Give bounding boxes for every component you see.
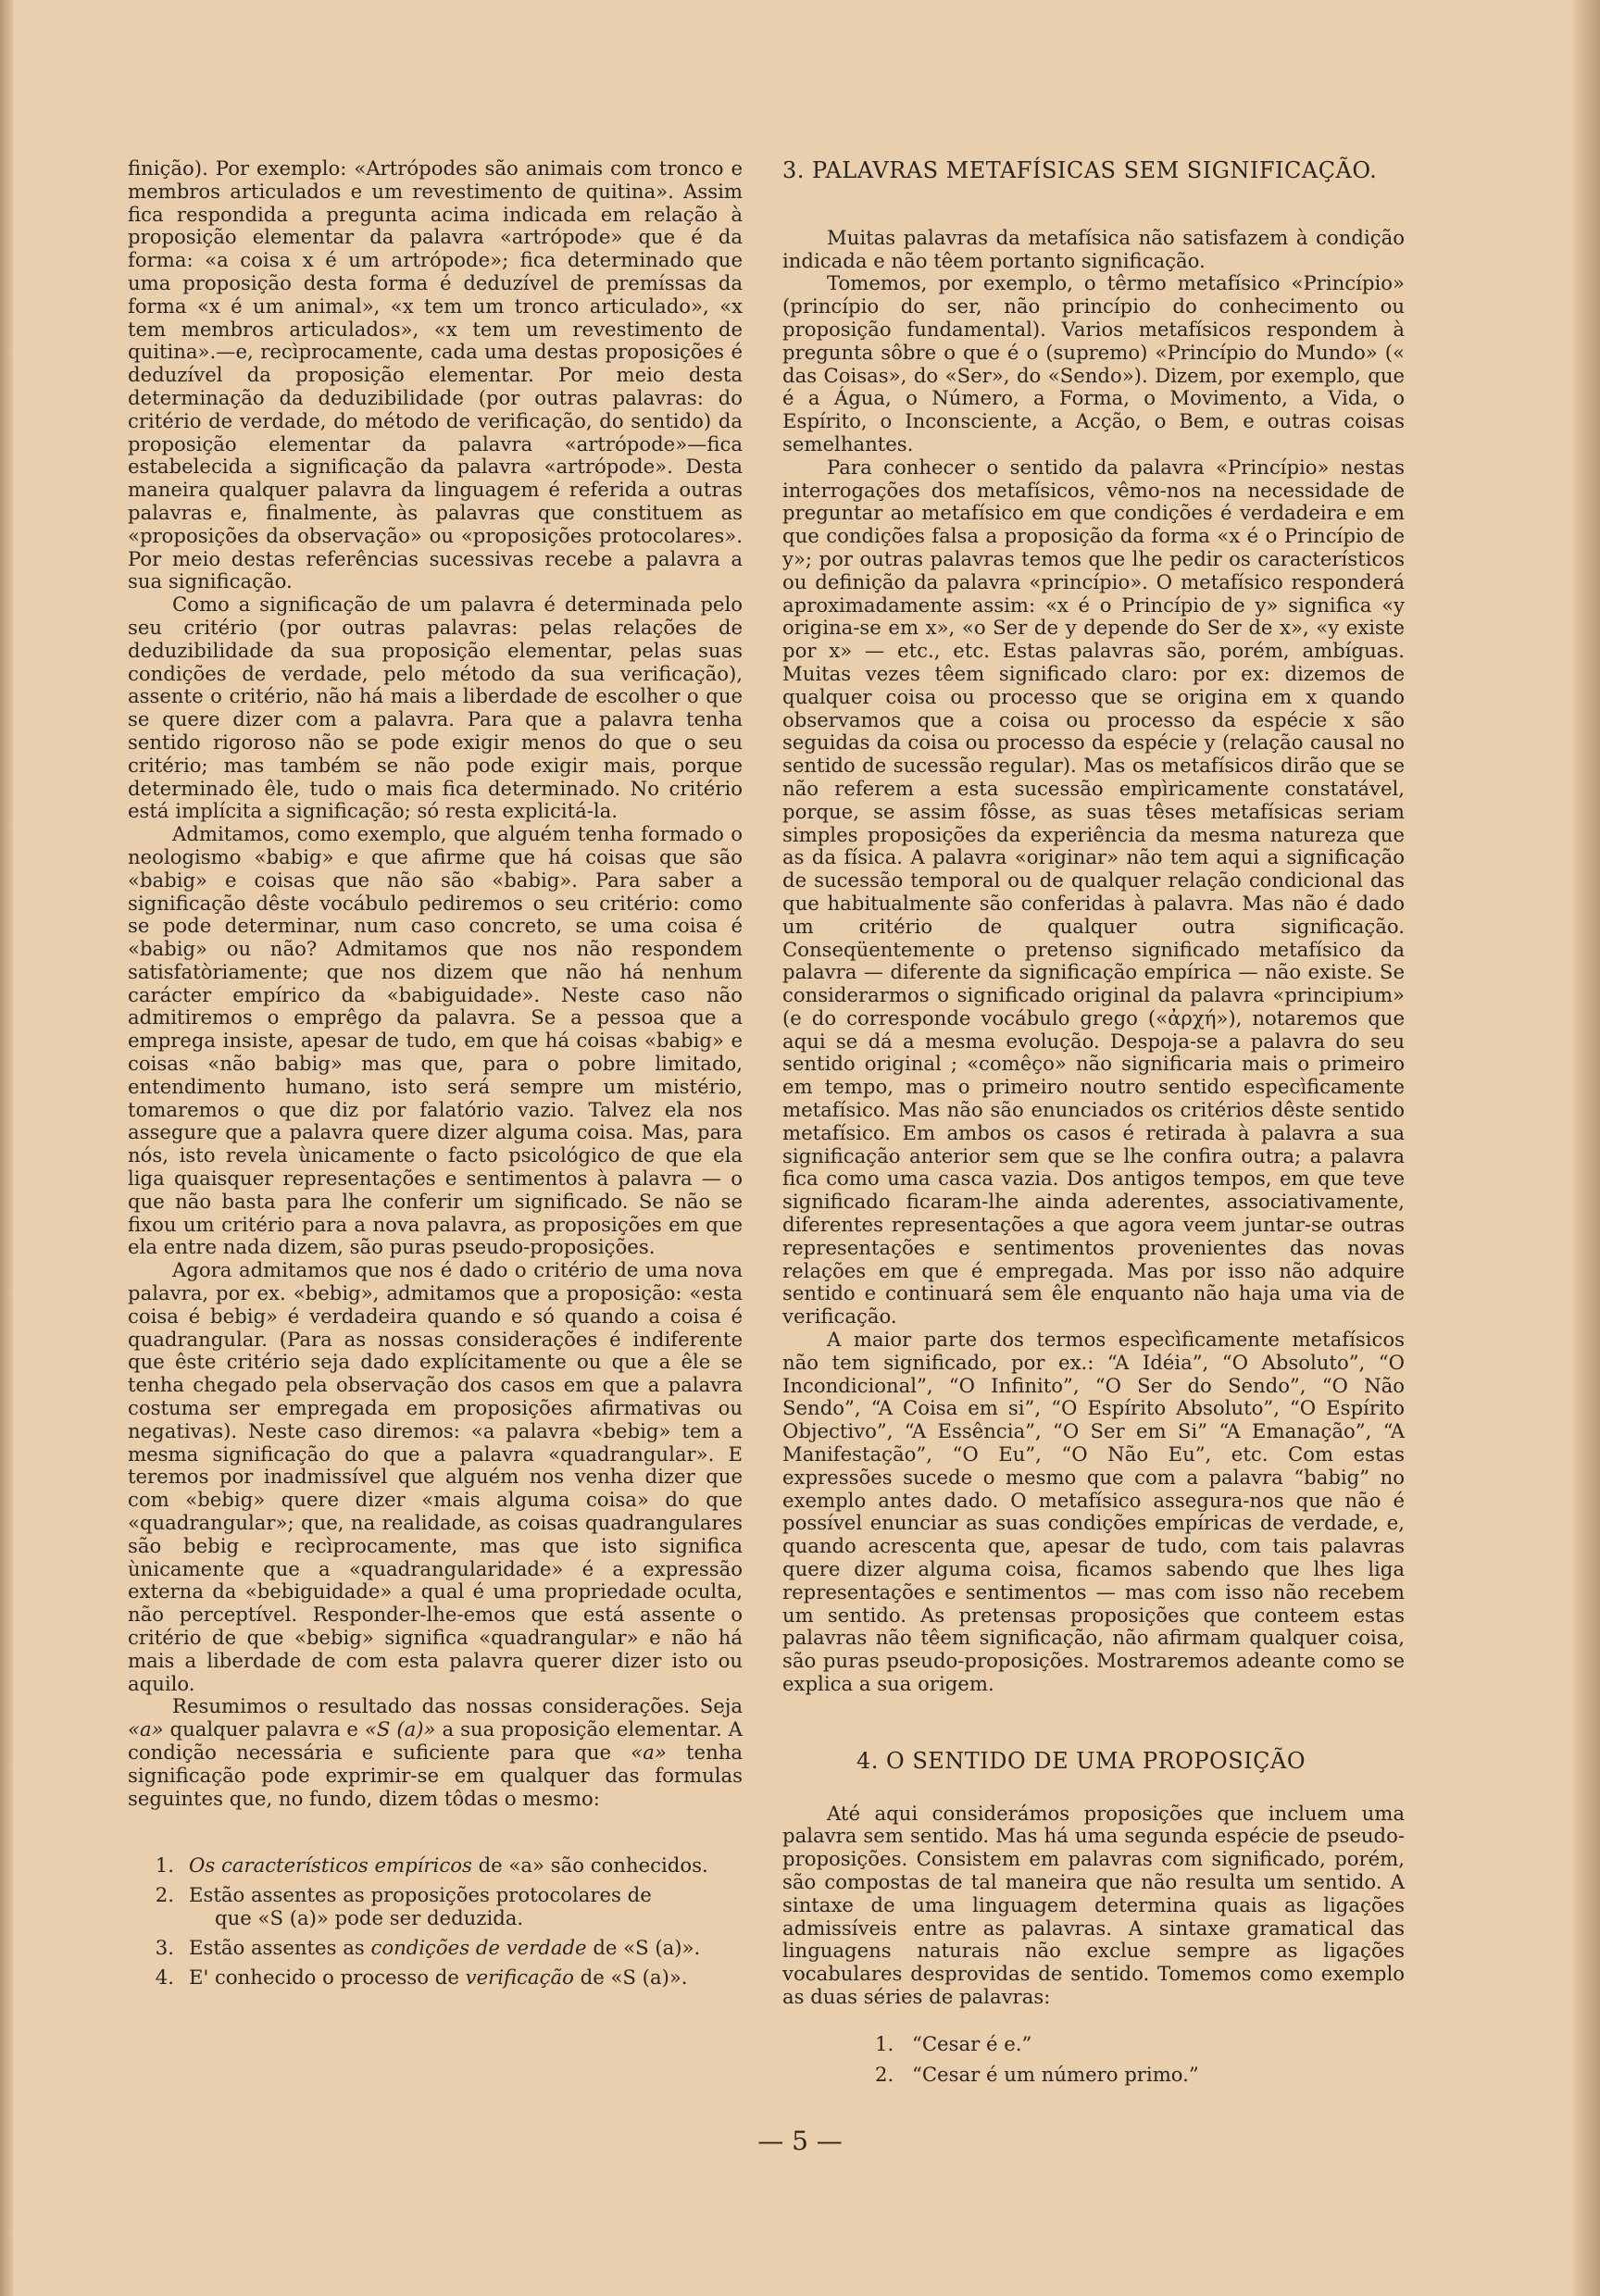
paragraph-metafisica: Muitas palavras da metafísica não satisfazem à condição indicada e não têem portanto significação. <box>782 225 1405 272</box>
paragraph-sentido-proposicao: Até aqui considerámos proposições que incluem uma palavra sem sentido. Mas há uma segunda espécie de pseudo-proposições. Consistem em palavras com significado, porém, são compostas de tal maneira que não resulta um sentido. A sintaxe de uma linguagem determina quais as ligações admissíveis entre as palavras. A sintaxe gramatical das linguagens naturais não exclue sempre as ligações vocabulares desprovidas de sentido. Tomemos como exemplo as duas séries de palavras: <box>782 1801 1405 2008</box>
section-heading-4: 4. O SENTIDO DE UMA PROPOSIÇÃO <box>856 1747 1306 1774</box>
page-edge-left <box>0 0 13 2296</box>
example-item: 1. “Cesar é e.” <box>875 2031 1032 2055</box>
paragraph-criterio: Como a significação de um palavra é determinada pelo seu critério (por outras palavras: pelas relações de deduzibilidade da sua proposição elementar, pelas suas condições de verdade, pelo método da sua verificação), assente o critério, não há mais a liberdade de escolher o que se quere dizer com a palavra. Para que a palavra tenha sentido rigoroso não se pode exigir menos do que o seu critério; mas também se não pode exigir mais, porque determinado êle, tudo o mais fica determinado. No critério está implícita a significação; só resta explicitá-la. <box>128 593 743 823</box>
example-list <box>875 2033 1405 2087</box>
page-number: — 5 — <box>757 2126 843 2156</box>
left-column <box>128 157 743 1995</box>
paragraph-conhecer-sentido: Para conhecer o sentido da palavra «Princípio» nestas interrogações dos metafísicos, vêmo-nos na necessidade de preguntar ao metafísico em que condições é verdadeira e em que condições falsa a proposição da forma «x é o Princípio de y»; por outras palavras temos que lhe pedir os característicos ou definição da palavra «princípio». O metafísico responderá aproximadamente assim: «x é o Princípio de y» significa «y origina-se em x», «o Ser de y depende do Ser de x», «y existe por x» — etc., etc. Estas palavras são, porém, ambíguas. Muitas vezes têem significado claro: por ex: dizemos de qualquer coisa ou processo que se origina em x quando observamos que a coisa ou processo da espécie x são seguidas da coisa ou processo da espécie y (relação causal no sentido de sucessão regular). Mas os metafísicos dirão que se não referem a esta sucessão empìricamente constatável, porque, se assim fôsse, as suas têses metafísicas seriam simples proposições da experiência da mesma natureza que as da física. A palavra «originar» não tem aqui a significação de sucessão temporal ou de qualquer relação condicional das que habitualmente são conferidas à palavra. Mas não é dado um critério de qualquer outra significação. Conseqüentemente o pretenso significado metafísico da palavra — diferente da significação empírica — não existe. Se considerarmos o significado original da palavra «principium» (e do corresponde vocábulo grego («ἀρχή»), notaremos que aqui se dá a mesma evolução. Despoja-se a palavra do seu sentido original ; «comêço» não significaria mais o primeiro em tempo, mas o primeiro noutro sentido especìficamente metafísico. Mas não são enunciados os critérios dêste sentido metafísico. Em ambos os casos é retirada à palavra a sua significação anterior sem que se lhe confira outra; a palavra fica como uma casca vazia. Dos antigos tempos, em que teve significado ficaram-lhe ainda aderentes, associativamente, diferentes representações a que agora veem juntar-se outras representações e sentimentos provenientes das novas relações em que é empregada. Mas por isso não adquire sentido e continuará sem êle enquanto não haja uma via de verificação. <box>782 455 1405 1329</box>
paragraph-summary: Resumimos o resultado das nossas considerações. Seja «a» qualquer palavra e «S (a)» a sua proposição elementar. A condição necessária e suficiente para que «a» tenha significação pode exprimir-se em qualquer das formulas seguintes que, no fundo, dizem tôdas o mesmo: <box>128 1694 743 1810</box>
paragraph-bebig: Agora admitamos que nos é dado o critério de uma nova palavra, por ex. «bebig», admitamos que a proposição: «esta coisa é bebig» é verdadeira quando e só quando a coisa é quadrangular. (Para as nossas considerações é indiferente que êste critério seja dado explícitamente ou que a êle se tenha chegado pela observação dos casos em que a palavra costuma ser empregada em proposições afirmativas ou negativas). Neste caso diremos: «a palavra «bebig» tem a mesma significação do que a palavra «quadrangular». E teremos por inadmissível que alguém nos venha dizer que com «bebig» quere dizer «mais alguma coisa» do que «quadrangular»; que, na realidade, as coisas quadrangulares são bebig e recìprocamente, mas que isto significa ùnicamente que a «quadrangularidade» é a expressão externa da «bebiguidade» a qual é uma propriedade oculta, não perceptível. Responder-lhe-emos que está assente o critério de que «bebig» significa «quadrangular» e não há mais a liberdade de com esta palavra querer dizer isto ou aquilo. <box>128 1258 743 1695</box>
paragraph-artropodes: finição). Por exemplo: «Artrópodes são animais com tronco e membros articulados e um revestimento de quitina». Assim fica respondida a pregunta acima indicada em relação à proposição elementar da palavra «artrópode» que é da forma: «a coisa x é um artrópode»; fica determinado que uma proposição desta forma é deduzível de premíssas da forma «x é um animal», «x tem um tronco articulado», «x tem membros articulados», «x tem um revestimento de quitina».—e, recìprocamente, cada uma destas proposições é deduzível da proposição elementar. Por meio desta determinação da deduzibilidade (por outras palavras: do critério de verdade, do método de verificação, do sentido) da proposição elementar da palavra «artrópode»—fica estabelecida a significação da palavra «artrópode». Desta maneira qualquer palavra da linguagem é referida a outras palavras e, finalmente, às palavras que constituem as «proposições da observação» ou «proposições protocolares». Por meio destas referências sucessivas recebe a palavra a sua significação. <box>128 156 743 593</box>
section-heading-3: 3. PALAVRAS METAFÍSICAS SEM SIGNIFICAÇÃO. <box>782 157 1378 183</box>
page-edge-right <box>1572 0 1600 2296</box>
paragraph-termos-metafisicos: A maior parte dos termos especìficamente metafísicos não tem significado, por ex.: “A Idéia”, “O Absoluto”, “O Incondicional”, “O Infinito”, “O Ser do Sendo”, “O Não Sendo”, “A Coisa em si”, “O Espírito Absoluto”, “O Espírito Objectivo”, “A Essência”, “O Ser em Si” “A Emanação”, “A Manifestação”, “O Eu”, “O Não Eu”, etc. Com estas expressões sucede o mesmo que com a palavra “babig” no exemplo antes dado. O metafísico assegura-nos que não é possível enunciar as suas condições empíricas de verdade, e, quando acrescenta que, apesar de tudo, com tais palavras quere dizer alguma coisa, ficamos sabendo que lhes liga representações e sentimentos — mas com isso não recebem um sentido. As pretensas proposições que conteem estas palavras não têem significação, não afirmam qualquer coisa, são puras pseudo-proposições. Mostraremos adeante como se explica a sua origem. <box>782 1328 1405 1695</box>
example-item: 2. “Cesar é um número primo.” <box>875 2062 1199 2086</box>
criteria-item: 3. Estão assentes as condições de verdade de «S (a)». <box>155 1935 701 1959</box>
criteria-item: 2. Estão assentes as proposições protocolares de que «S (a)» pode ser deduzida. <box>155 1883 652 1929</box>
criteria-item: 1. Os característicos empíricos de «a» são conhecidos. <box>155 1853 708 1878</box>
criteria-item: 4. E' conhecido o processo de verificação de «S (a)». <box>155 1965 688 1989</box>
criteria-list <box>128 1854 743 1989</box>
paragraph-babig: Admitamos, como exemplo, que alguém tenha formado o neologismo «babig» e que afirme que há coisas que são «babig» e coisas que não são «babig». Para saber a significação dêste vocábulo pediremos o seu critério: como se pode determinar, num caso concreto, se uma coisa é «babig» ou não? Admitamos que nos não respondem satisfatòriamente; que nos dizem que não há nenhum carácter empírico da «babiguidade». Neste caso não admitiremos o emprêgo da palavra. Se a pessoa que a emprega insiste, apesar de tudo, em que há coisas «babig» e coisas «não babig» mas que, para o pobre limitado, entendimento humano, isto será sempre um mistério, tomaremos o que diz por falatório vazio. Talvez ela nos assegure que a palavra quere dizer alguma coisa. Mas, para nós, isto revela ùnicamente o facto psicológico de que ela liga quaisquer representações e sentimentos à palavra — o que não basta para lhe conferir um significado. Se não se fixou um critério para a nova palavra, as proposições em que ela entre nada dizem, são puras pseudo-proposições. <box>128 822 743 1259</box>
right-column <box>782 157 1405 2093</box>
paragraph-principio: Tomemos, por exemplo, o têrmo metafísico «Princípio» (princípio do ser, não princípio do conhecimento ou proposição fundamental). Varios metafísicos respondem à pregunta sôbre o que é o (supremo) «Princípio do Mundo» (« das Coisas», do «Ser», do «Sendo»). Dizem, por exemplo, que é a Água, o Número, a Forma, o Movimento, a Vida, o Espírito, o Inconsciente, a Acção, o Bem, e outras coisas semelhantes. <box>782 271 1405 455</box>
